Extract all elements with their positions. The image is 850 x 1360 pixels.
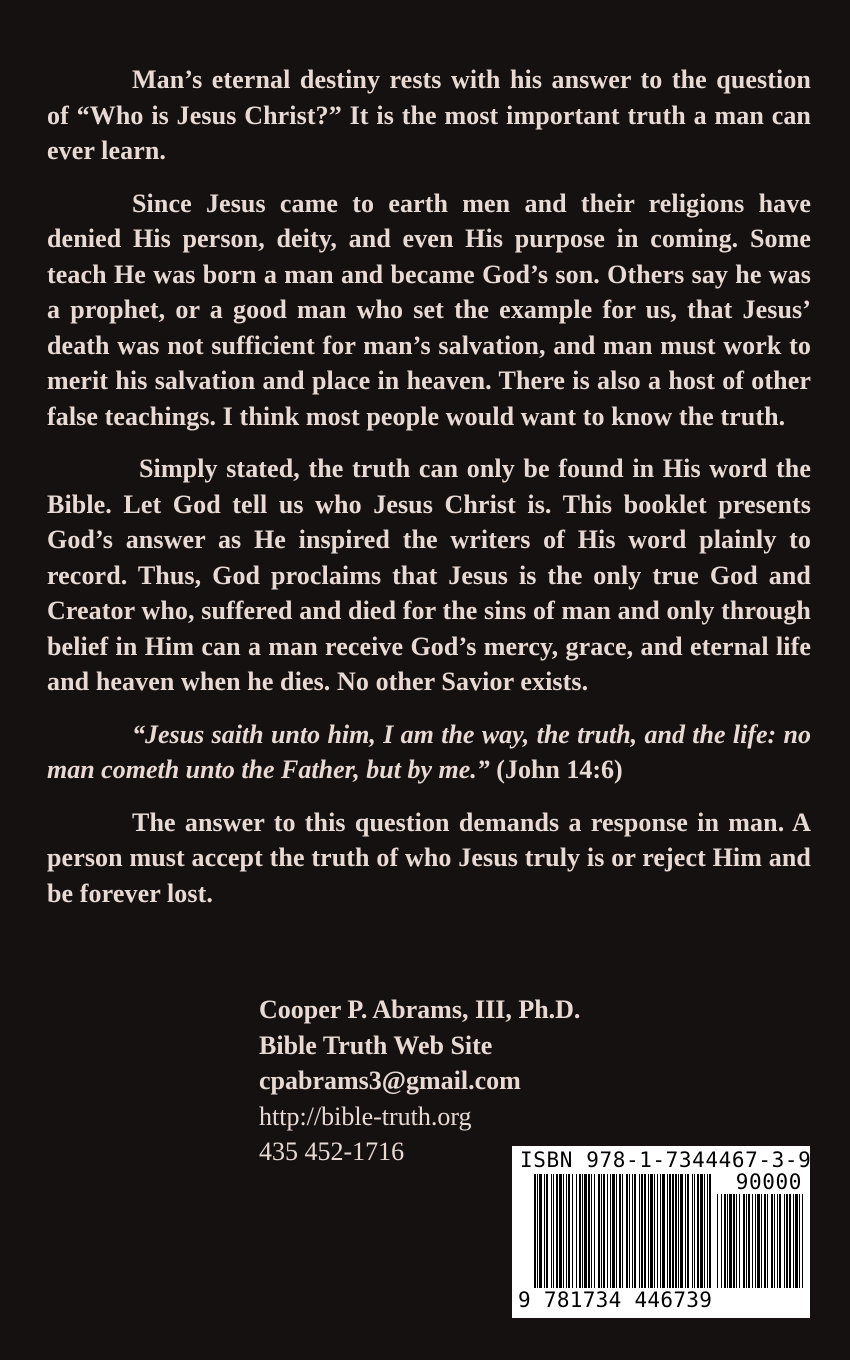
phone-number: 435 452-1716: [259, 1137, 405, 1166]
barcode-bar: [736, 1194, 737, 1288]
barcode-bar: [786, 1194, 788, 1288]
barcode-bar: [746, 1194, 747, 1288]
barcode-bar: [669, 1174, 671, 1288]
barcode-bar: [650, 1174, 653, 1288]
barcode-bar: [598, 1174, 600, 1288]
barcode-bar: [641, 1174, 643, 1288]
barcode-bar: [764, 1194, 766, 1288]
barcode-bar: [662, 1174, 665, 1288]
barcode-bar: [584, 1174, 587, 1288]
website-url: http://bible-truth.org: [259, 1101, 472, 1131]
barcode-bar: [757, 1194, 760, 1288]
barcode-bar: [534, 1174, 536, 1306]
barcode-bar: [657, 1174, 658, 1288]
barcode-bar: [576, 1174, 577, 1288]
barcode-bar: [603, 1174, 605, 1288]
barcode-bar: [799, 1194, 800, 1288]
barcode-bar: [761, 1194, 762, 1288]
barcode-bar: [551, 1174, 552, 1288]
barcode-bar: [582, 1174, 583, 1288]
barcode-bar: [721, 1194, 722, 1288]
barcode-bar: [680, 1174, 683, 1288]
barcode-bar: [644, 1174, 646, 1288]
author-email: cpabrams3@gmail.com: [259, 1066, 521, 1095]
barcode-bar: [639, 1174, 640, 1288]
barcode-bar: [717, 1194, 718, 1288]
barcode-bar: [537, 1174, 538, 1306]
barcode-bar: [729, 1194, 732, 1288]
barcode-bar: [793, 1194, 794, 1288]
barcode-bar: [539, 1174, 542, 1288]
barcode-bar: [563, 1174, 564, 1288]
barcode-bar: [572, 1174, 573, 1288]
barcode-bar: [660, 1174, 661, 1288]
barcode-bar: [707, 1174, 708, 1306]
barcode-bar: [727, 1194, 728, 1288]
barcode-bar: [568, 1174, 570, 1288]
barcode-bar: [559, 1174, 562, 1288]
barcode-bar: [546, 1174, 548, 1288]
barcode-bar: [678, 1174, 679, 1288]
paragraph-destiny: Man’s eternal destiny rests with his answer to the question of “Who is Jesus Christ?” It is the most important truth a man can ever learn.: [47, 65, 811, 165]
isbn-number: ISBN 978-1-7344467-3-9: [520, 1148, 812, 1172]
price-code: 90000: [735, 1170, 802, 1194]
barcode-bar: [789, 1194, 791, 1288]
barcode-bar: [755, 1194, 756, 1288]
barcode-bar: [709, 1174, 711, 1306]
barcode-bar: [667, 1174, 668, 1288]
barcode-bar: [694, 1174, 695, 1288]
barcode-bar: [784, 1194, 785, 1288]
barcode-bar: [724, 1194, 726, 1288]
barcode-bar: [629, 1174, 630, 1288]
barcode-bar: [771, 1194, 773, 1288]
paragraph-denials: Since Jesus came to earth men and their religions have denied His person, deity, and even His purpose in coming. Some teach He was born a man and became God’s son. Others say he was a prophet, or a good man who set the example for us, that Jesus’ death was not sufficient for man’s salvation, and man must work to merit his salvation and place in heaven. There is also a host of other false teachings. I think most people would want to know the truth.: [47, 188, 811, 431]
barcode-bar: [648, 1174, 649, 1288]
barcode-bar: [619, 1174, 621, 1288]
barcode-bar: [743, 1194, 745, 1288]
barcode-bar: [672, 1174, 674, 1288]
author-name: Cooper P. Abrams, III, Ph.D.: [259, 995, 581, 1024]
barcode-bar: [544, 1174, 545, 1288]
ean-digits: 9 781734 446739: [518, 1288, 713, 1312]
quote-text: “Jesus saith unto him, I am the way, the truth, and the life: no man cometh unto the Father, but by me.”: [47, 719, 811, 784]
barcode-bar: [687, 1174, 689, 1288]
barcode-bar: [601, 1174, 602, 1288]
quote-reference: (John 14:6): [496, 755, 623, 784]
barcode-bar: [752, 1194, 753, 1288]
barcode-bar: [692, 1174, 693, 1288]
barcode-bar: [626, 1174, 628, 1306]
barcode-bar: [733, 1194, 735, 1288]
isbn-barcode: [512, 1146, 810, 1318]
barcode-bar: [675, 1174, 677, 1288]
paragraph-truth: Simply stated, the truth can only be found in His word the Bible. Let God tell us who Jesus Christ is. This booklet presents God’s answer as He inspired the writers of His word plainly to record. Thus, God proclaims that Jesus is the only true God and Creator who, suffered and died for the sins of man and only through belief in Him can a man receive God’s mercy, grace, and eternal life and heaven when he dies. No other Savior exists.: [47, 454, 811, 696]
barcode-bar: [579, 1174, 581, 1288]
barcode-bar: [802, 1194, 803, 1288]
barcode-bar: [700, 1174, 703, 1288]
barcode-bar: [774, 1194, 775, 1288]
barcode-bar: [777, 1194, 778, 1288]
barcode-bar: [610, 1174, 611, 1288]
barcode-bar: [767, 1194, 768, 1288]
barcode-bar: [632, 1174, 633, 1288]
paragraph-response: The answer to this question demands a response in man. A person must accept the truth of who Jesus truly is or reject Him and be forever lost.: [47, 807, 811, 908]
barcode-bar: [779, 1194, 781, 1288]
organization-name: Bible Truth Web Site: [259, 1030, 493, 1060]
scripture-quote: [47, 717, 811, 788]
body-text: [47, 62, 811, 928]
barcode-bar: [588, 1174, 590, 1288]
barcode-bar: [685, 1174, 686, 1288]
barcode-bar: [566, 1174, 567, 1288]
barcode-bar: [591, 1174, 592, 1288]
barcode-bar: [622, 1174, 623, 1288]
barcode-bar: [739, 1194, 740, 1288]
barcode-bar: [748, 1194, 750, 1288]
barcode-bar: [612, 1174, 615, 1288]
barcode-bar: [594, 1174, 595, 1288]
barcode-bar: [704, 1174, 705, 1288]
barcode-bar: [634, 1174, 636, 1288]
barcode-bar: [654, 1174, 655, 1288]
barcode-bar: [697, 1174, 699, 1288]
barcode-bar: [616, 1174, 617, 1288]
barcode-bar: [795, 1194, 798, 1288]
barcode-bar: [607, 1174, 608, 1288]
barcode-bar: [553, 1174, 554, 1288]
author-contact: [259, 992, 580, 1170]
barcode-bar: [556, 1174, 558, 1288]
